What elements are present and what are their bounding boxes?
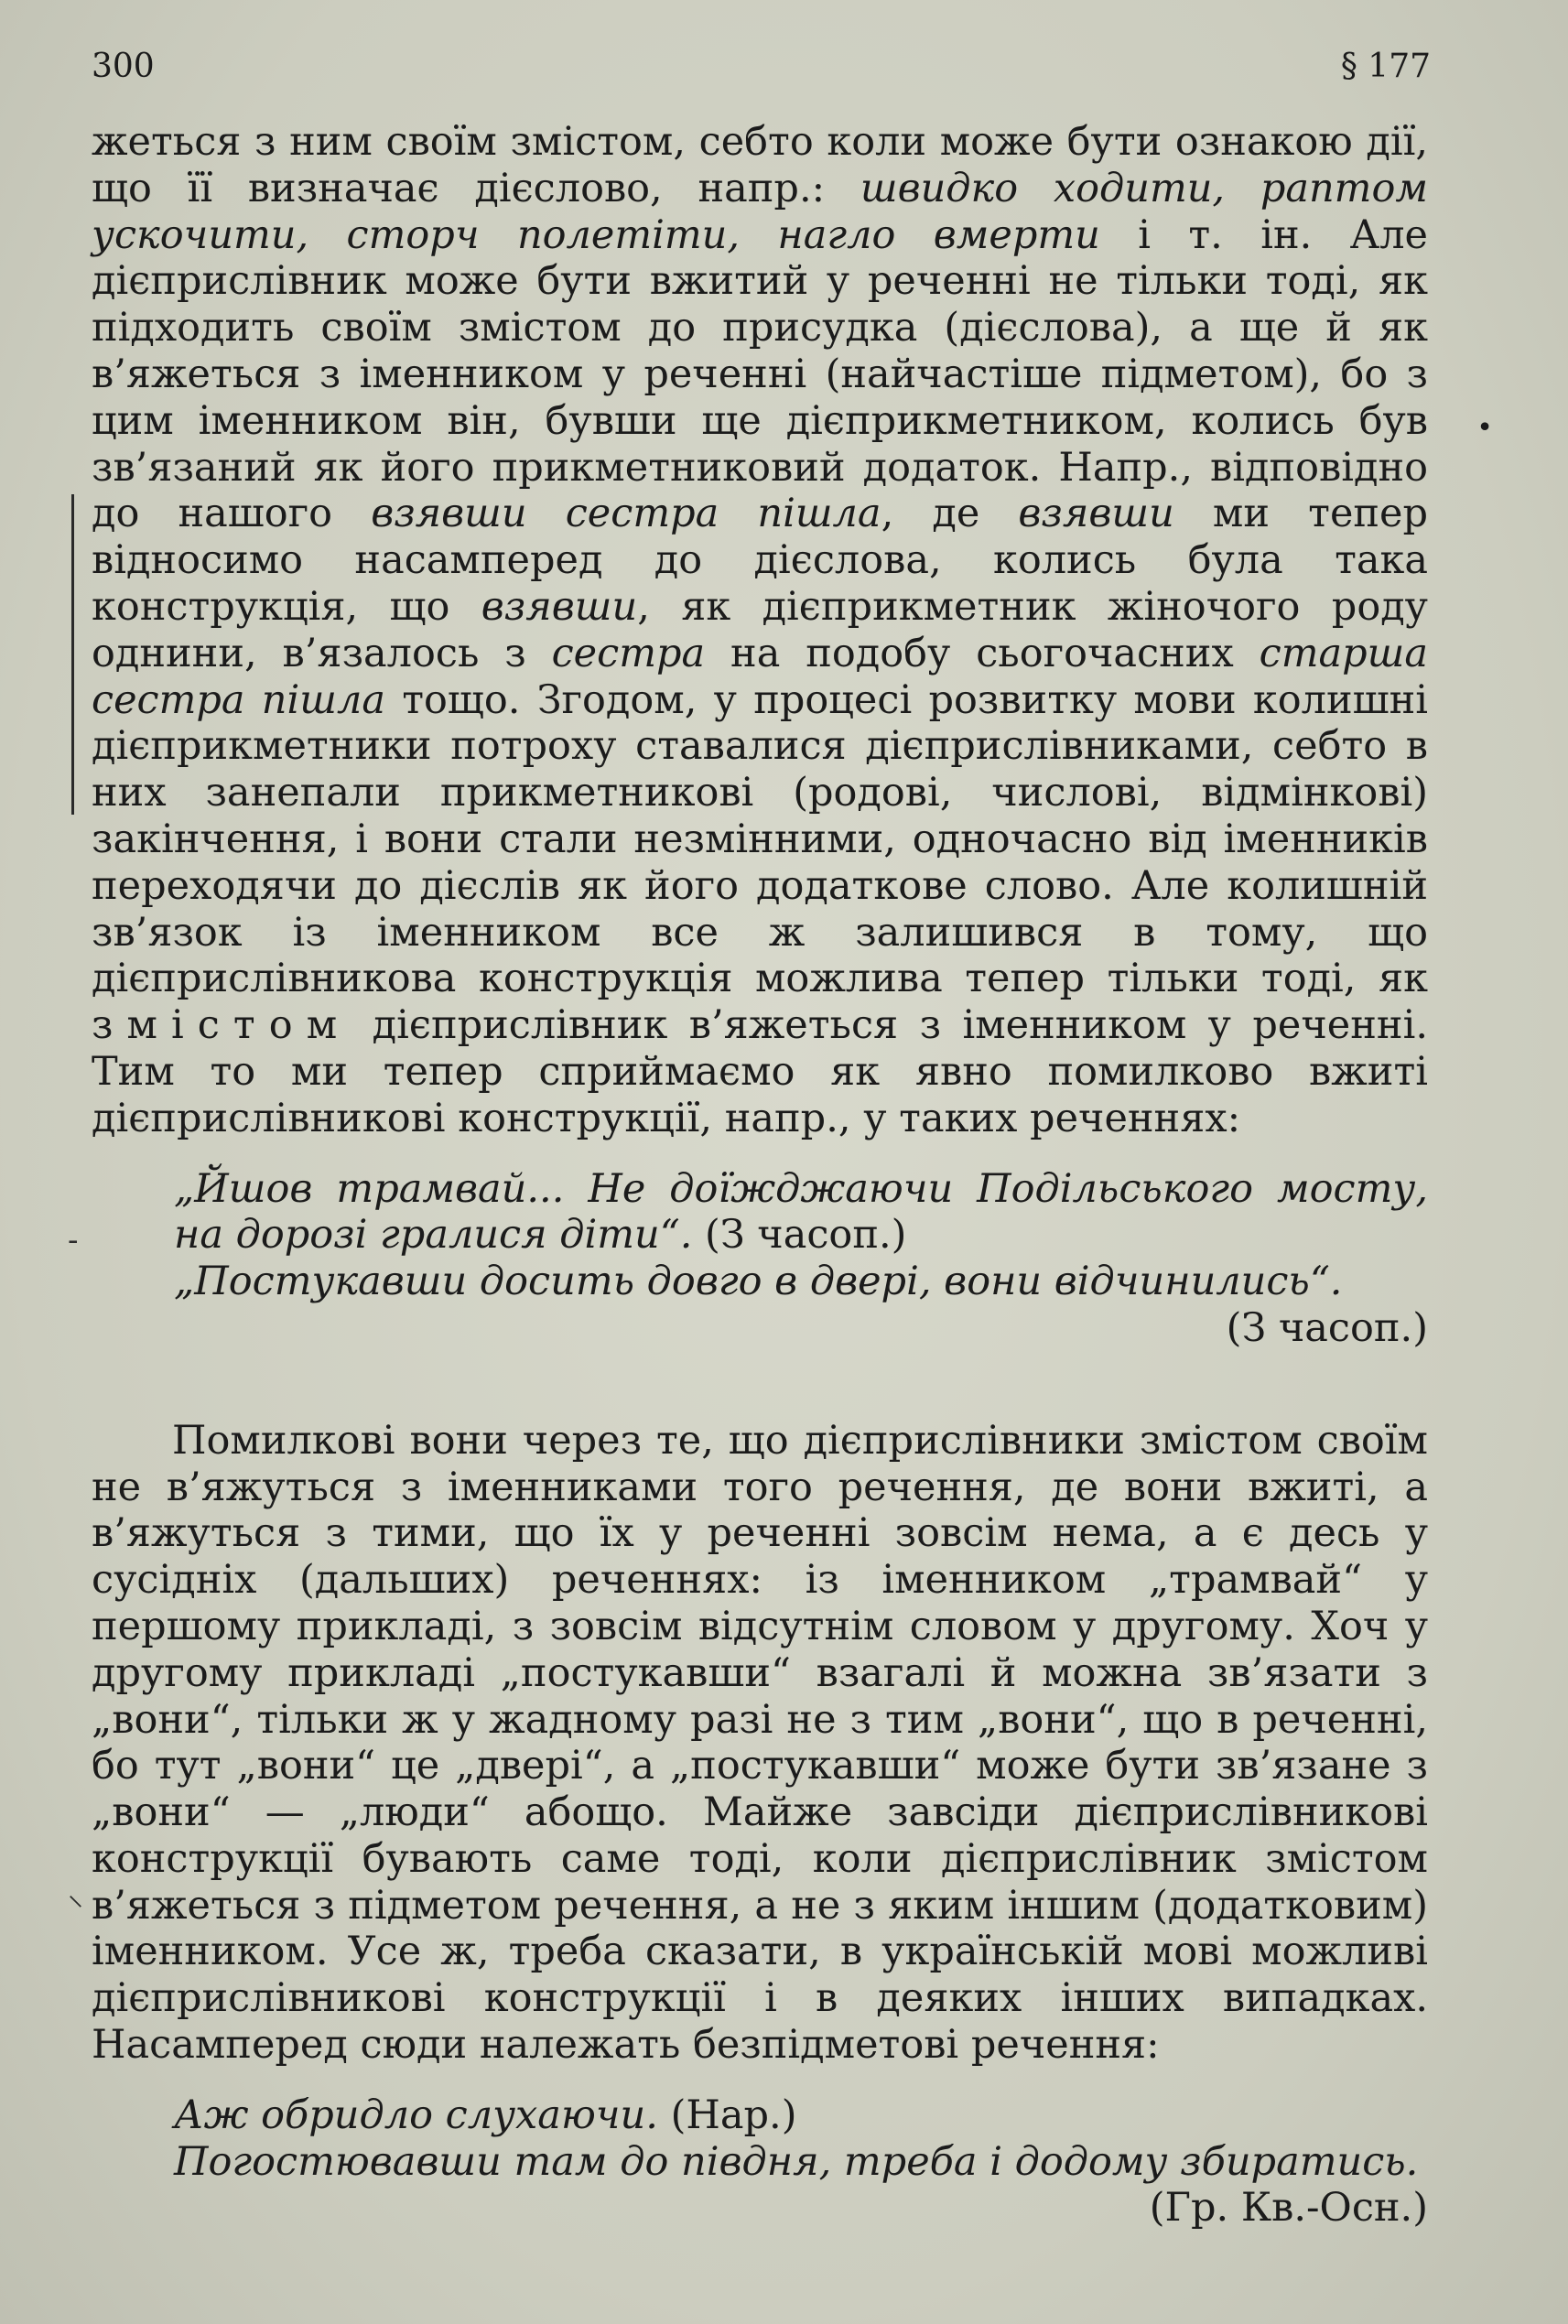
paragraph-1-segment: швидко ходити, раптом ускочити, сторч полетіти, нагло вмерти bbox=[92, 165, 1428, 258]
margin-tick: ‐ bbox=[68, 1222, 79, 1259]
paragraph-1-segment: тощо. Згодом, у процесі розвитку мови колишні дієприкметники потроху ставалися дієприслівниками, себто в них занепали прикметникові (родові, числові, відмінкові) закінчення, і вони стали незмінними, одночасно від іменників переходячи до дієслів як його додаткове слово. Але колишній зв’язок із іменником все ж залишився в тому, що дієприслівникова конструкція можлива тепер тільки тоді, як bbox=[92, 676, 1428, 1002]
paragraph-1-segment: змістом bbox=[92, 1002, 351, 1049]
example-source-4: (Гр. Кв.-Осн.) bbox=[1149, 2185, 1428, 2232]
paragraph-1-segment: старша сестра пішла bbox=[92, 630, 1428, 723]
example-quote-2: „Постукавши досить довго в двері, вони відчинились“. bbox=[174, 1259, 1343, 1305]
paragraph-1-segment: на подобу сьогочасних bbox=[705, 630, 1260, 676]
example-quote-4: Погостювавши там до півдня, треба і додому збиратись. bbox=[174, 2138, 1419, 2185]
paragraph-2: Помилкові вони через те, що дієприслівники змістом своїм не в’яжуться з іменниками того речення, де вони вжиті, а в’яжуться з тими, що їх у реченні зовсім нема, а є десь у сусідніх (дальших) реченнях: із іменником „трамвай“ у першому прикладі, з зовсім відсутнім словом у другому. Хоч у другому прикладі „постукавши“ взагалі й можна зв’язати з „вони“, тільки ж у жадному разі не з тим „вони“, що в реченні, бо тут „вони“ це „двері“, а „постукавши“ може бути зв’язане з „вони“ — „люди“ абощо. Майже завсіди дієприслівникові конструкції бувають саме тоді, коли дієприслівник змістом в’яжеться з підметом речення, а не з яким іншим (додатковим) іменником. Усе ж, треба сказати, в українській мові можливі дієприслівникові конструкції і в деяких інших випадках. Насамперед сюди належать безпідметові речення: bbox=[92, 1417, 1428, 2069]
paragraph-1-segment: сестра bbox=[551, 630, 706, 676]
body-text bbox=[92, 119, 1428, 2232]
paragraph-1-segment: жеться з ним своїм змістом, себто коли може бути ознакою дії, що її визначає дієслово, напр.: bbox=[92, 119, 1428, 211]
paragraph-1-segment: взявши сестра пішла bbox=[371, 491, 881, 537]
example-quote-1: „Йшов трамвай... Не доїжджаючи Подільського мосту, на дорозі гралися діти“. (З часоп.) bbox=[174, 1165, 1428, 1259]
paragraph-1-segment: дієприслівник в’яжеться з іменником у реченні. Тим то ми тепер сприймаємо як явно помилково вжиті дієприслівникові конструкції, напр., у таких реченнях: bbox=[92, 1002, 1428, 1141]
section-reference: § 177 bbox=[1340, 48, 1431, 85]
running-head bbox=[92, 48, 1431, 93]
margin-tick: ⸜ bbox=[68, 1876, 83, 1913]
example-quote-3: Аж обридло слухаючи. (Нар.) bbox=[174, 2092, 797, 2138]
examples-block-1 bbox=[92, 1166, 1428, 1352]
example-source-2: (З часоп.) bbox=[1226, 1304, 1428, 1351]
margin-dot: • bbox=[1476, 412, 1493, 444]
paragraph-1-segment: , як дієприкметник жіночого роду однини, в’язалось з bbox=[92, 583, 1428, 676]
paragraph-1-segment: взявши bbox=[1018, 491, 1174, 537]
examples-block-2 bbox=[92, 2092, 1428, 2232]
paragraph-1-segment: і т. ін. Але дієприслівник може бути вжитий у реченні не тільки тоді, як підходить своїм змістом до присудка (дієслова), а ще й як в’яжеться з іменником у реченні (найчастіше підметом), бо з цим іменником він, бувши ще дієприкметником, колись був зв’язаний як його прикметниковий додаток. Напр., відповідно до нашого bbox=[92, 211, 1428, 537]
paragraph-1-segment: , де bbox=[881, 491, 1019, 537]
page-number: 300 bbox=[92, 48, 155, 85]
paragraph-1-segment: ми тепер відносимо насамперед до дієслова, колись була така конструкція, що bbox=[92, 491, 1429, 630]
paragraph-1-segment: взявши bbox=[481, 583, 638, 630]
margin-pencil-bracket bbox=[71, 494, 80, 815]
paragraph-1 bbox=[92, 119, 1428, 1142]
